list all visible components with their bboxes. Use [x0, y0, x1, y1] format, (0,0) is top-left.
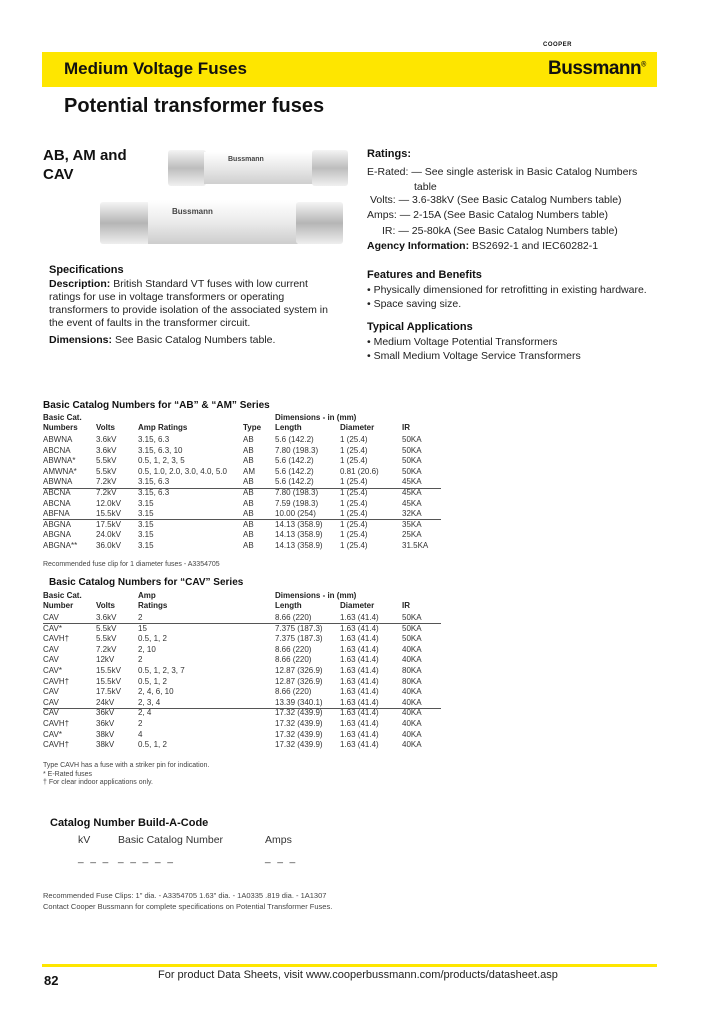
- ab-table-title: Basic Catalog Numbers for “AB” & “AM” Series: [43, 400, 270, 411]
- table-cell-volts: 7.2kV: [96, 644, 117, 654]
- ratings-body: [367, 165, 657, 255]
- description-line: British Standard VT fuses with low current: [113, 278, 308, 290]
- table-cell-num: CAVH†: [43, 719, 70, 728]
- table-cell-num: CAV: [43, 687, 59, 697]
- table-cell-amps: 0.5, 1.0, 2.0, 3.0, 4.0, 5.0: [138, 466, 227, 476]
- table-cell-dia: 1 (25.4): [340, 541, 368, 550]
- table-cell-volts: 5.5kV: [96, 634, 117, 644]
- table-cell-volts: 3.6kV: [96, 613, 117, 622]
- build-amps-blank: _ _ _: [265, 853, 298, 864]
- table-cell-volts: 12.0kV: [96, 498, 121, 508]
- ir-text: — 25-80kA (See Basic Catalog Numbers table): [398, 224, 618, 237]
- table-cell-type: AB: [243, 541, 254, 550]
- brand-cooper-label: COOPER: [543, 42, 573, 48]
- description-label: Description:: [49, 278, 111, 290]
- table-cell-ir: 45KA: [402, 477, 422, 487]
- table-cell-num: ABGNA**: [43, 541, 78, 550]
- table-row: [43, 634, 463, 645]
- list-item: • Medium Voltage Potential Transformers: [367, 336, 558, 348]
- subtitle-line: AB, AM and: [43, 147, 127, 164]
- table-cell-amps: 2: [138, 719, 143, 728]
- cav-table-title: Basic Catalog Numbers for “CAV” Series: [49, 577, 244, 588]
- table-cell-ir: 31.5KA: [402, 541, 429, 550]
- brand-logo: [548, 58, 646, 80]
- table-cell-volts: 15.5kV: [96, 509, 121, 519]
- table-cell-dia: 1 (25.4): [340, 488, 368, 497]
- table-row: [43, 520, 463, 531]
- bottom-notes: [43, 890, 332, 912]
- table-cell-length: 5.6 (142.2): [275, 477, 314, 487]
- table-cell-ir: 50KA: [402, 613, 422, 622]
- build-basic-label: Basic Catalog Number: [118, 834, 224, 846]
- section-title: Medium Voltage Fuses: [64, 59, 247, 78]
- footer-rule: [42, 964, 657, 967]
- features-list: [367, 283, 657, 311]
- table-cell-amps: 2, 10: [138, 644, 156, 654]
- table-cell-volts: 17.5kV: [96, 519, 121, 529]
- table-cell-length: 14.13 (358.9): [275, 541, 323, 550]
- table-cell-dia: 1.63 (41.4): [340, 719, 379, 728]
- table-cell-length: 10.00 (254): [275, 509, 316, 519]
- table-cell-dia: 1.63 (41.4): [340, 687, 379, 697]
- table-cell-dia: 1 (25.4): [340, 530, 368, 540]
- table-cell-amps: 2: [138, 655, 143, 665]
- table-cell-volts: 38kV: [96, 729, 115, 739]
- build-a-code-heading: Catalog Number Build-A-Code: [50, 817, 209, 829]
- table-row: [43, 677, 463, 688]
- table-cell-volts: 15.5kV: [96, 666, 121, 675]
- ratings-heading: Ratings:: [367, 148, 411, 160]
- table-cell-length: 5.6 (142.2): [275, 456, 314, 466]
- table-cell-amps: 0.5, 1, 2: [138, 676, 167, 686]
- table-cell-num: ABGNA: [43, 519, 72, 529]
- table-cell-volts: 5.5kV: [96, 466, 117, 476]
- table-row: [43, 655, 463, 666]
- table-cell-ir: 40KA: [402, 719, 422, 728]
- table-cell-volts: 17.5kV: [96, 687, 121, 697]
- table-row: [43, 467, 463, 478]
- product-subtitle: [43, 146, 127, 184]
- bottom-note: Recommended Fuse Clips: 1" dia. - A3354705 1.63" dia. - 1A0335 .819 dia. - 1A1307: [43, 891, 327, 900]
- table-cell-amps: 3.15: [138, 530, 154, 540]
- table-cell-volts: 3.6kV: [96, 445, 117, 455]
- table-cell-dia: 1 (25.4): [340, 477, 368, 487]
- description-line: ratings for use in voltage transformers or operating: [49, 291, 285, 303]
- table-cell-dia: 1.63 (41.4): [340, 708, 379, 718]
- table-cell-length: 17.32 (439.9): [275, 719, 323, 728]
- table-cell-length: 14.13 (358.9): [275, 530, 323, 540]
- table-cell-num: CAV*: [43, 729, 62, 739]
- build-basic-blank: _ _ _ _ _: [118, 853, 175, 864]
- table-cell-length: 5.6 (142.2): [275, 435, 314, 444]
- table-cell-dia: 1 (25.4): [340, 456, 368, 466]
- table-cell-amps: 2, 4: [138, 708, 152, 718]
- specifications-body: [49, 278, 349, 347]
- table-row: [43, 698, 463, 709]
- fuse-label: Bussmann: [228, 156, 264, 163]
- fuse-image-top: [168, 150, 348, 186]
- table-cell-ir: 40KA: [402, 697, 422, 707]
- table-cell-ir: 50KA: [402, 623, 422, 633]
- table-cell-num: ABCNA: [43, 445, 71, 455]
- table-row: [43, 740, 463, 751]
- table-row: [43, 687, 463, 698]
- table-row: [43, 666, 463, 677]
- table-cell-ir: 50KA: [402, 634, 422, 644]
- table-cell-type: AB: [243, 498, 254, 508]
- footer-link-text[interactable]: For product Data Sheets, visit www.cooperbussmann.com/products/datasheet.asp: [158, 969, 558, 981]
- build-kv-blank: _ _ _: [78, 853, 111, 864]
- table-note: * E-Rated fuses: [43, 770, 93, 778]
- table-cell-type: AB: [243, 477, 254, 487]
- table-cell-type: AB: [243, 488, 254, 497]
- table-row: [43, 719, 463, 730]
- table-cell-amps: 3.15: [138, 498, 154, 508]
- table-cell-volts: 36kV: [96, 719, 115, 728]
- table-cell-volts: 24kV: [96, 697, 115, 707]
- volts-text: — 3.6-38kV (See Basic Catalog Numbers table): [398, 193, 622, 206]
- table-cell-volts: 38kV: [96, 740, 115, 750]
- features-heading: Features and Benefits: [367, 269, 482, 281]
- table-cell-length: 7.375 (187.3): [275, 623, 323, 633]
- table-cell-num: ABGNA: [43, 530, 72, 540]
- table-cell-amps: 3.15, 6.3: [138, 435, 170, 444]
- table-cell-amps: 15: [138, 623, 147, 633]
- table-cell-ir: 40KA: [402, 740, 422, 750]
- table-cell-volts: 12kV: [96, 655, 115, 665]
- specifications-heading: Specifications: [49, 264, 124, 276]
- table-cell-ir: 35KA: [402, 519, 422, 529]
- table-cell-volts: 24.0kV: [96, 530, 121, 540]
- table-cell-ir: 25KA: [402, 530, 422, 540]
- table-row: [43, 708, 463, 719]
- table-cell-type: AB: [243, 509, 254, 519]
- table-cell-type: AB: [243, 530, 254, 540]
- table-cell-length: 7.80 (198.3): [275, 445, 319, 455]
- table-cell-dia: 1 (25.4): [340, 435, 368, 444]
- table-cell-num: CAVH†: [43, 676, 70, 686]
- table-cell-volts: 15.5kV: [96, 676, 121, 686]
- erated-text-cont: table: [414, 180, 437, 193]
- table-cell-length: 17.32 (439.9): [275, 729, 323, 739]
- table-cell-amps: 2: [138, 613, 143, 622]
- table-row: [43, 541, 463, 552]
- table-cell-num: ABCNA: [43, 488, 71, 497]
- table-cell-type: AB: [243, 435, 254, 444]
- description-line: transformers to provide isolation of the associated system in: [49, 304, 328, 316]
- table-row: [43, 613, 463, 624]
- table-row: [43, 730, 463, 741]
- table-cell-num: ABCNA: [43, 498, 71, 508]
- table-cell-amps: 4: [138, 729, 143, 739]
- table-cell-amps: 3.15: [138, 519, 154, 529]
- table-cell-amps: 3.15: [138, 541, 154, 550]
- table-cell-length: 17.32 (439.9): [275, 708, 323, 718]
- cav-table-header: Basic Cat. Number Volts Amp Ratings Dimensions - in (mm) Length Diameter IR: [43, 591, 410, 610]
- table-cell-ir: 32KA: [402, 509, 422, 519]
- fuse-label: Bussmann: [172, 207, 213, 216]
- applications-list: [367, 335, 657, 363]
- table-note: Type CAVH has a fuse with a striker pin for indication.: [43, 762, 210, 769]
- dimensions-text: See Basic Catalog Numbers table.: [114, 334, 276, 346]
- table-cell-dia: 1.63 (41.4): [340, 676, 379, 686]
- table-note: † For clear indoor applications only.: [43, 779, 153, 786]
- table-cell-dia: 1.63 (41.4): [340, 644, 379, 654]
- table-row: [43, 477, 463, 488]
- table-cell-ir: 80KA: [402, 666, 422, 675]
- table-cell-num: CAV: [43, 708, 59, 718]
- table-cell-length: 8.66 (220): [275, 655, 312, 665]
- table-cell-num: CAV: [43, 613, 59, 622]
- table-cell-type: AM: [243, 466, 255, 476]
- table-cell-num: ABFNA: [43, 509, 70, 519]
- table-cell-length: 8.66 (220): [275, 613, 312, 622]
- table-cell-dia: 1.63 (41.4): [340, 613, 379, 622]
- table-cell-ir: 40KA: [402, 644, 422, 654]
- table-cell-dia: 1.63 (41.4): [340, 655, 379, 665]
- table-cell-num: CAV: [43, 697, 59, 707]
- brand-name: Bussmann: [548, 58, 642, 79]
- table-cell-amps: 3.15: [138, 509, 154, 519]
- table-cell-length: 13.39 (340.1): [275, 697, 323, 707]
- table-cell-num: CAVH†: [43, 634, 70, 644]
- table-cell-num: ABWNA*: [43, 456, 76, 466]
- table-row: [43, 446, 463, 457]
- ab-table-note: Recommended fuse clip for 1 diameter fuses - A3354705: [43, 561, 220, 568]
- description-line: the event of faults in the transformer circuit.: [49, 317, 251, 329]
- table-cell-amps: 3.15, 6.3, 10: [138, 445, 183, 455]
- table-cell-length: 12.87 (326.9): [275, 666, 323, 675]
- agency-label: Agency Information:: [367, 240, 470, 252]
- table-cell-volts: 36kV: [96, 708, 115, 718]
- table-cell-dia: 1.63 (41.4): [340, 666, 379, 675]
- table-cell-num: CAV*: [43, 666, 62, 675]
- table-cell-volts: 7.2kV: [96, 477, 117, 487]
- table-cell-num: ABWNA: [43, 435, 73, 444]
- table-cell-dia: 1.63 (41.4): [340, 740, 379, 750]
- table-cell-num: CAV*: [43, 623, 62, 633]
- cav-table-notes: [43, 762, 209, 788]
- table-cell-dia: 1.63 (41.4): [340, 729, 379, 739]
- table-cell-length: 17.32 (439.9): [275, 740, 323, 750]
- dimensions-label: Dimensions:: [49, 334, 113, 346]
- table-cell-type: AB: [243, 456, 254, 466]
- table-cell-num: CAVH†: [43, 740, 70, 750]
- table-cell-volts: 5.5kV: [96, 623, 117, 633]
- table-cell-volts: 7.2kV: [96, 488, 117, 497]
- amps-text: — 2-15A (See Basic Catalog Numbers table): [399, 209, 609, 221]
- table-row: [43, 624, 463, 635]
- table-row: [43, 645, 463, 656]
- table-row: [43, 509, 463, 520]
- table-cell-dia: 1 (25.4): [340, 509, 368, 519]
- table-cell-dia: 1.63 (41.4): [340, 623, 379, 633]
- table-cell-ir: 40KA: [402, 687, 422, 697]
- table-cell-ir: 50KA: [402, 435, 422, 444]
- list-item: • Physically dimensioned for retrofitting in existing hardware.: [367, 284, 647, 296]
- table-cell-dia: 0.81 (20.6): [340, 466, 379, 476]
- table-cell-ir: 50KA: [402, 456, 422, 466]
- ir-label: IR:: [382, 224, 396, 237]
- table-cell-ir: 45KA: [402, 488, 422, 497]
- table-row: [43, 488, 463, 499]
- build-kv-label: kV: [78, 834, 91, 846]
- table-cell-amps: 3.15, 6.3: [138, 488, 170, 497]
- table-cell-length: 14.13 (358.9): [275, 519, 323, 529]
- table-cell-amps: 0.5, 1, 2: [138, 634, 167, 644]
- table-cell-ir: 40KA: [402, 655, 422, 665]
- table-cell-length: 8.66 (220): [275, 687, 312, 697]
- table-cell-length: 7.80 (198.3): [275, 488, 319, 497]
- table-cell-ir: 50KA: [402, 445, 422, 455]
- table-cell-dia: 1 (25.4): [340, 445, 368, 455]
- table-row: [43, 530, 463, 541]
- bottom-note: Contact Cooper Bussmann for complete specifications on Potential Transformer Fuses.: [43, 902, 333, 911]
- amps-label: Amps:: [367, 209, 397, 221]
- page-title: Potential transformer fuses: [64, 95, 325, 117]
- volts-label: Volts:: [370, 193, 396, 206]
- table-cell-amps: 3.15, 6.3: [138, 477, 170, 487]
- table-cell-length: 5.6 (142.2): [275, 466, 314, 476]
- table-row: [43, 435, 463, 446]
- table-cell-ir: 50KA: [402, 466, 422, 476]
- table-cell-type: AB: [243, 519, 254, 529]
- table-cell-amps: 2, 3, 4: [138, 697, 161, 707]
- table-cell-ir: 40KA: [402, 729, 422, 739]
- list-item: • Small Medium Voltage Service Transformers: [367, 350, 581, 362]
- table-cell-amps: 0.5, 1, 2: [138, 740, 167, 750]
- fuse-image-bottom: [100, 198, 343, 246]
- table-cell-dia: 1 (25.4): [340, 498, 368, 508]
- table-cell-amps: 0.5, 1, 2, 3, 5: [138, 456, 185, 466]
- table-cell-num: CAV: [43, 655, 59, 665]
- list-item: • Space saving size.: [367, 298, 462, 310]
- erated-label: E-Rated:: [367, 166, 409, 178]
- table-cell-volts: 3.6kV: [96, 435, 117, 444]
- table-row: [43, 499, 463, 510]
- table-cell-volts: 5.5kV: [96, 456, 117, 466]
- table-cell-length: 8.66 (220): [275, 644, 312, 654]
- table-cell-num: CAV: [43, 644, 59, 654]
- erated-text: — See single asterisk in Basic Catalog Numbers: [411, 166, 638, 178]
- table-cell-type: AB: [243, 445, 254, 455]
- table-cell-ir: 80KA: [402, 676, 422, 686]
- table-cell-amps: 2, 4, 6, 10: [138, 687, 174, 697]
- table-cell-dia: 1.63 (41.4): [340, 697, 379, 707]
- table-cell-ir: 40KA: [402, 708, 422, 718]
- table-cell-volts: 36.0kV: [96, 541, 121, 550]
- registered-mark: ®: [641, 61, 646, 69]
- table-cell-ir: 45KA: [402, 498, 422, 508]
- ab-table-header: Basic Cat. Numbers Volts Amp Ratings Type Dimensions - in (mm) Length Diameter IR: [43, 413, 410, 432]
- agency-text: BS2692-1 and IEC60282-1: [472, 240, 599, 252]
- table-cell-num: ABWNA: [43, 477, 73, 487]
- table-cell-length: 7.59 (198.3): [275, 498, 319, 508]
- build-amps-label: Amps: [265, 834, 292, 846]
- table-cell-num: AMWNA*: [43, 466, 77, 476]
- page-number: 82: [44, 973, 59, 988]
- table-cell-dia: 1 (25.4): [340, 519, 368, 529]
- table-cell-length: 12.87 (326.9): [275, 676, 323, 686]
- table-row: [43, 456, 463, 467]
- subtitle-line: CAV: [43, 166, 74, 183]
- table-cell-amps: 0.5, 1, 2, 3, 7: [138, 666, 185, 675]
- applications-heading: Typical Applications: [367, 321, 473, 333]
- table-cell-length: 7.375 (187.3): [275, 634, 323, 644]
- table-cell-dia: 1.63 (41.4): [340, 634, 379, 644]
